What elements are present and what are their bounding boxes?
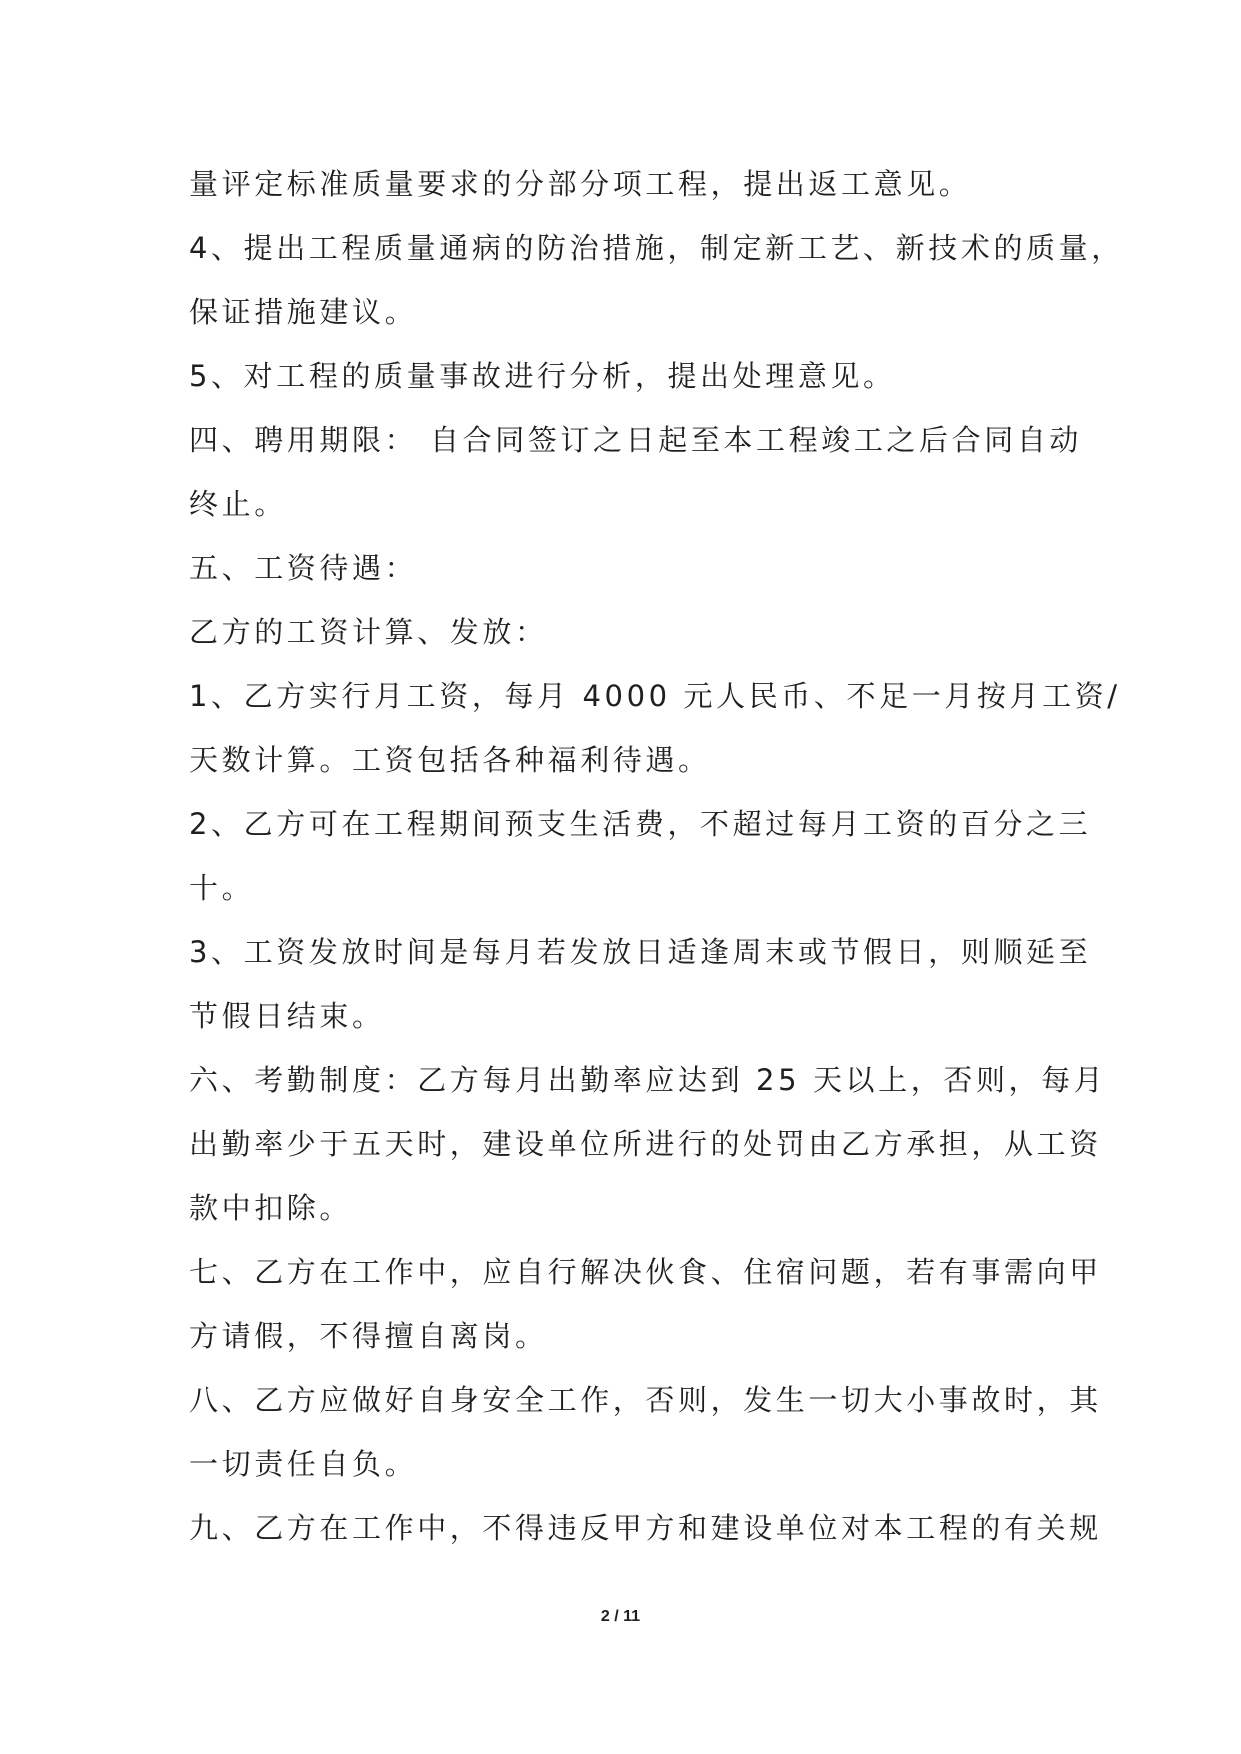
- text-line: 五、工资待遇：: [189, 551, 418, 585]
- text-line: 出勤率少于五天时，建设单位所进行的处罚由乙方承担，从工资: [189, 1127, 1102, 1161]
- text-line: 5、对工程的质量事故进行分析，提出处理意见。: [189, 359, 896, 393]
- text-line: 1、乙方实行月工资，每月 4000 元人民币、不足一月按月工资/: [189, 679, 1121, 713]
- text-line: 九、乙方在工作中，不得违反甲方和建设单位对本工程的有关规: [189, 1511, 1102, 1545]
- text-line: 3、工资发放时间是每月若发放日适逢周末或节假日，则顺延至: [189, 935, 1092, 969]
- text-line: 十。: [189, 871, 255, 905]
- text-line: 终止。: [189, 487, 287, 521]
- text-line: 一切责任自负。: [189, 1447, 418, 1481]
- text-line: 天数计算。工资包括各种福利待遇。: [189, 743, 711, 777]
- text-line: 4、提出工程质量通病的防治措施，制定新工艺、新技术的质量，: [189, 231, 1124, 265]
- text-line: 方请假，不得擅自离岗。: [189, 1319, 548, 1353]
- text-line: 八、乙方应做好自身安全工作，否则，发生一切大小事故时，其: [189, 1383, 1102, 1417]
- text-line: 乙方的工资计算、发放：: [189, 615, 548, 649]
- text-line: 2、乙方可在工程期间预支生活费，不超过每月工资的百分之三: [189, 807, 1092, 841]
- text-line: 四、聘用期限： 自合同签订之日起至本工程竣工之后合同自动: [189, 423, 1083, 457]
- page-number: 2 / 11: [600, 1608, 641, 1625]
- text-line: 款中扣除。: [189, 1191, 353, 1225]
- text-line: 节假日结束。: [189, 999, 385, 1033]
- text-line: 量评定标准质量要求的分部分项工程，提出返工意见。: [189, 167, 972, 201]
- document-body: [189, 152, 1124, 1560]
- text-line: 七、乙方在工作中，应自行解决伙食、住宿问题，若有事需向甲: [189, 1255, 1102, 1289]
- text-line: 保证措施建议。: [189, 295, 418, 329]
- text-line: 六、考勤制度：乙方每月出勤率应达到 25 天以上，否则，每月: [189, 1063, 1107, 1097]
